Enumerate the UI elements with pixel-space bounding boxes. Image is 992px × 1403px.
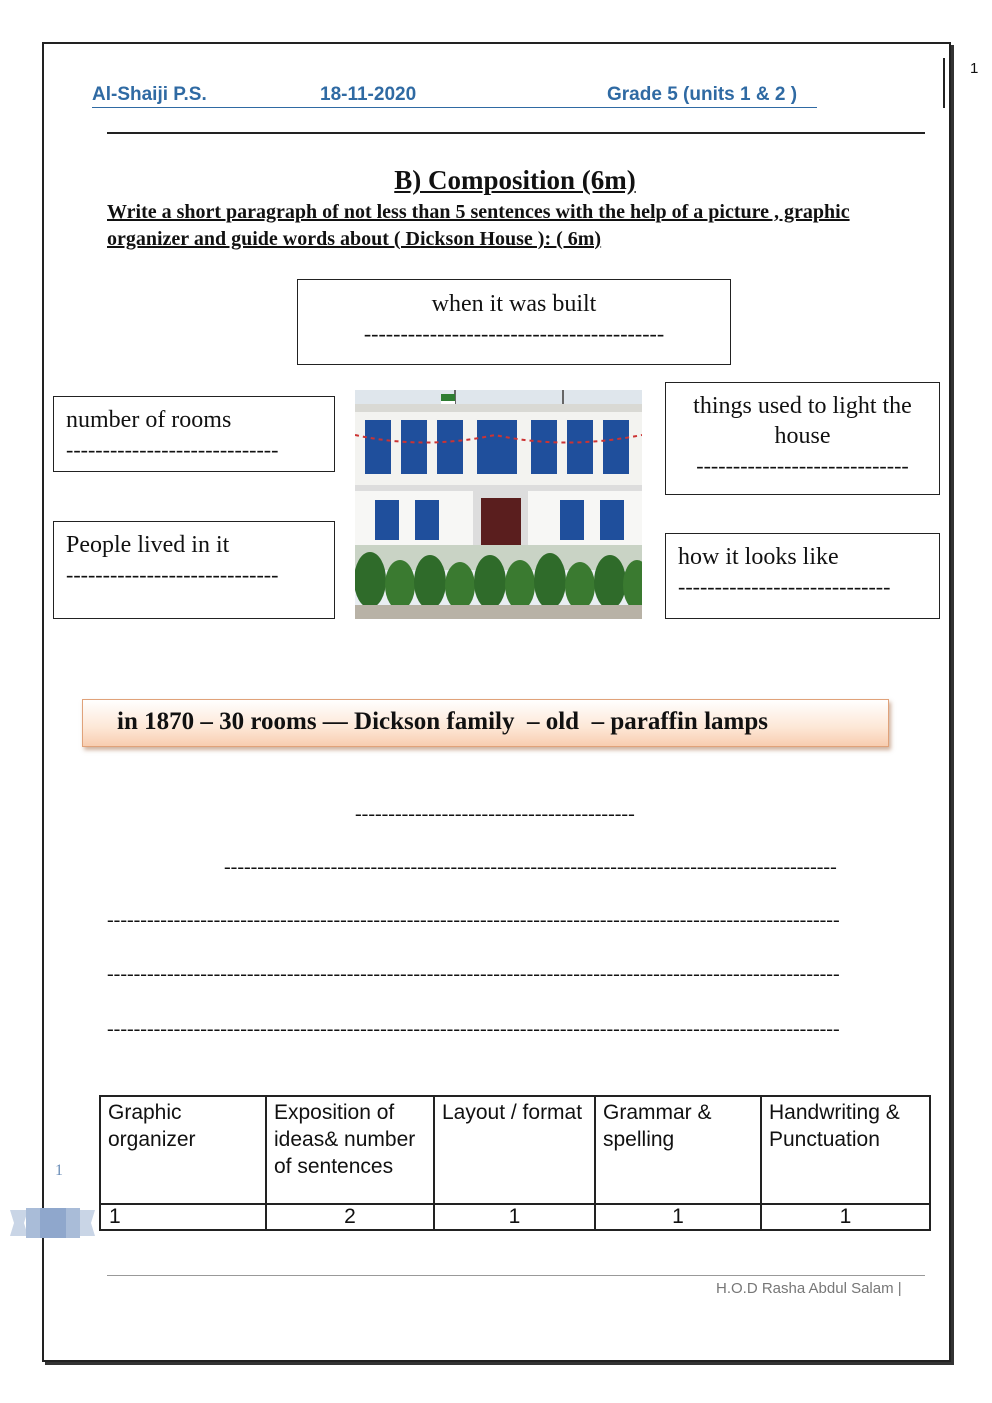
header-rule [107, 132, 925, 134]
rubric-header-cell: Handwriting & Punctuation [761, 1096, 930, 1204]
organizer-box-light [665, 382, 940, 495]
rubric-header-cell: Graphic organizer [100, 1096, 266, 1204]
writing-line-4: -------------------------------------------------------------------------------------------------------------- [107, 963, 840, 985]
section-title: B) Composition (6m) [394, 165, 636, 195]
dickson-house-photo [355, 390, 642, 619]
guide-words-box: in 1870 – 30 rooms — Dickson family – old – paraffin lamps [82, 699, 889, 747]
answer-blank: ----------------------------- [678, 574, 891, 599]
ribbon-decoration [10, 1206, 95, 1240]
rubric-mark-cell: 2 [266, 1204, 434, 1230]
organizer-label: People lived in it [66, 532, 230, 558]
margin-bar [943, 58, 945, 108]
rubric-header-cell: Exposition of ideas& number of sentences [266, 1096, 434, 1204]
writing-line-1: ------------------------------------------ [355, 803, 635, 825]
writing-line-5: -------------------------------------------------------------------------------------------------------------- [107, 1018, 840, 1040]
instructions: Write a short paragraph of not less than 5 sentences with the help of a picture , graphic organizer and guide words about ( Dickson House ): ( 6m) [107, 201, 850, 250]
header-grade: Grade 5 (units 1 & 2 ) [607, 84, 798, 105]
rubric-mark-cell: 1 [761, 1204, 930, 1230]
rubric-marks-row [100, 1204, 930, 1230]
organizer-label: when it was built [431, 291, 597, 317]
rubric-header-cell: Grammar & spelling [595, 1096, 761, 1204]
marking-rubric [99, 1095, 931, 1231]
school-name: Al-Shaiji P.S. [92, 84, 207, 105]
rubric-mark-cell: 1 [595, 1204, 761, 1230]
organizer-label: number of rooms [66, 407, 232, 433]
page-number: 1 [970, 60, 979, 77]
answer-blank: ----------------------------- [696, 453, 909, 478]
margin-mark: 1 [55, 1162, 63, 1179]
header-underline [92, 107, 817, 108]
writing-line-3: -------------------------------------------------------------------------------------------------------------- [107, 909, 840, 931]
organizer-box-rooms [53, 396, 335, 472]
organizer-box-people [53, 521, 335, 619]
organizer-box-looks [665, 533, 940, 619]
rubric-header-row [100, 1096, 930, 1204]
rubric-mark-cell: 1 [100, 1204, 266, 1230]
footer-text: H.O.D Rasha Abdul Salam | [716, 1280, 902, 1297]
organizer-label: things used to light the house [693, 393, 912, 449]
organizer-box-built [297, 279, 731, 365]
footer-rule [107, 1275, 925, 1276]
rubric-header-cell: Layout / format [434, 1096, 595, 1204]
answer-blank: ----------------------------- [66, 562, 279, 587]
answer-blank: ----------------------------- [66, 437, 279, 462]
rubric-mark-cell: 1 [434, 1204, 595, 1230]
answer-blank: ----------------------------------------- [363, 321, 665, 346]
header-date: 18-11-2020 [320, 84, 417, 105]
writing-line-2: -------------------------------------------------------------------------------------------- [224, 856, 837, 878]
organizer-label: how it looks like [678, 544, 839, 570]
